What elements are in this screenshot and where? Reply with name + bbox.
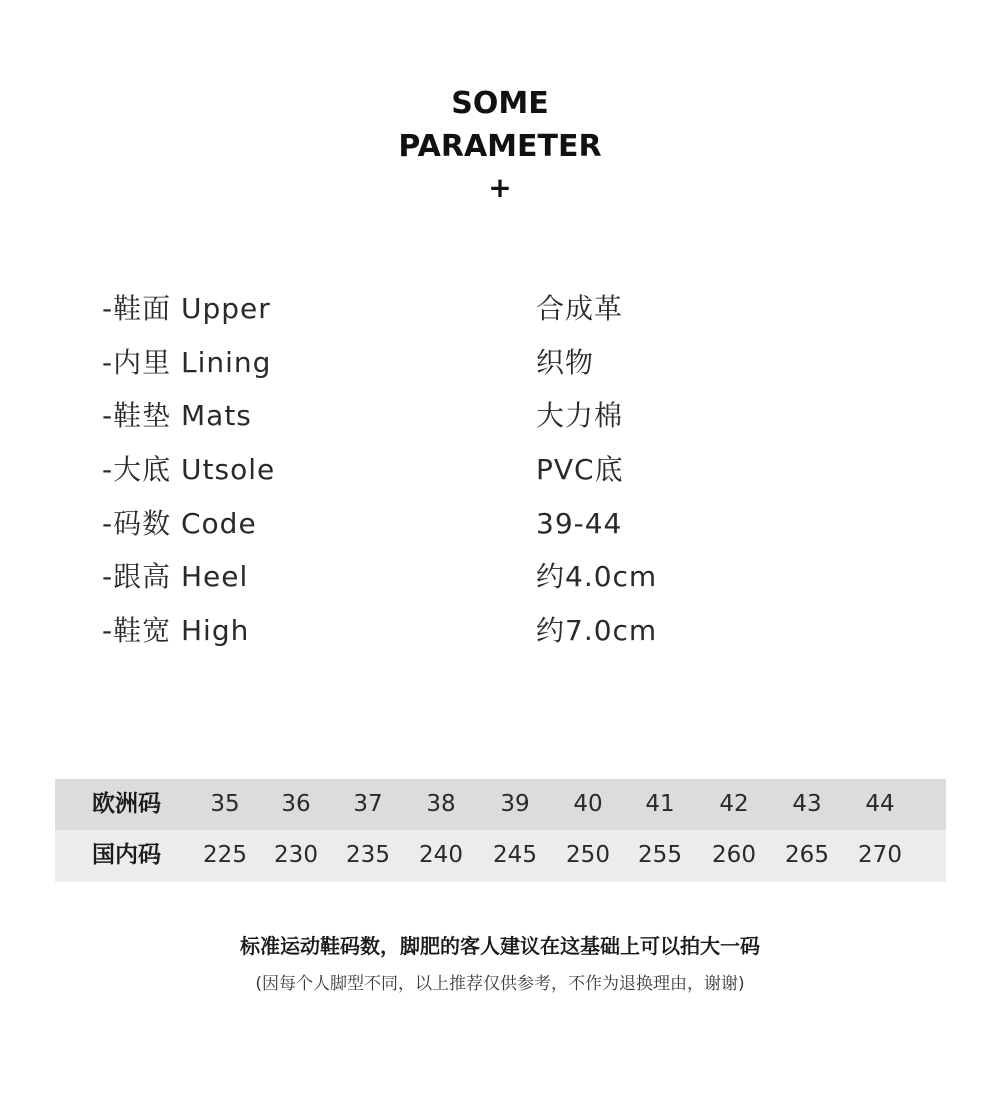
size-cell: 41 <box>645 791 675 817</box>
parameter-list <box>102 285 902 661</box>
param-label: -鞋垫 Mats <box>102 399 252 433</box>
size-cell: 38 <box>426 791 456 817</box>
size-cell: 250 <box>566 842 610 868</box>
param-value: PVC底 <box>536 453 624 487</box>
size-table <box>55 779 946 882</box>
size-cell: 245 <box>493 842 537 868</box>
size-cell: 260 <box>712 842 756 868</box>
param-value: 约4.0cm <box>536 560 658 594</box>
eu-size-label: 欧洲码 <box>92 791 161 817</box>
param-label: -码数 Code <box>102 506 257 540</box>
param-row-heel <box>102 553 902 607</box>
plus-icon: + <box>488 171 512 204</box>
eu-size-row <box>55 779 946 830</box>
size-cell: 35 <box>210 791 240 817</box>
size-cell: 37 <box>353 791 383 817</box>
cn-size-label: 国内码 <box>92 842 161 868</box>
size-cell: 235 <box>346 842 390 868</box>
size-cell: 240 <box>419 842 463 868</box>
param-value: 合成革 <box>536 292 624 325</box>
size-cell: 270 <box>858 842 902 868</box>
size-cell: 39 <box>500 791 530 817</box>
size-cell: 225 <box>203 842 247 868</box>
size-cell: 230 <box>274 842 318 868</box>
param-value: 织物 <box>536 345 595 379</box>
size-cell: 40 <box>573 791 603 817</box>
size-disclaimer-note: (因每个人脚型不同，以上推荐仅供参考，不作为退换理由，谢谢) <box>255 974 745 994</box>
size-cell: 43 <box>792 791 822 817</box>
size-cell: 36 <box>281 791 311 817</box>
param-row-upper <box>102 285 902 339</box>
param-label: -鞋面 Upper <box>102 292 271 325</box>
section-heading <box>0 82 1000 208</box>
param-row-width <box>102 607 902 661</box>
param-label: -跟高 Heel <box>102 560 249 594</box>
param-value: 39-44 <box>536 506 623 540</box>
param-row-code <box>102 500 902 554</box>
size-cell: 255 <box>638 842 682 868</box>
param-label: -鞋宽 High <box>102 614 250 648</box>
heading-line-1: SOME <box>451 86 549 121</box>
size-advice-note: 标准运动鞋码数，脚肥的客人建议在这基础上可以拍大一码 <box>240 934 760 958</box>
param-value: 约7.0cm <box>536 614 658 648</box>
size-cell: 265 <box>785 842 829 868</box>
size-cell: 42 <box>719 791 749 817</box>
param-row-mats <box>102 392 902 446</box>
param-row-outsole <box>102 446 902 500</box>
param-row-lining <box>102 339 902 393</box>
param-label: -大底 Utsole <box>102 453 276 487</box>
cn-size-row <box>55 830 946 882</box>
size-cell: 44 <box>865 791 895 817</box>
heading-line-2: PARAMETER <box>398 129 602 164</box>
param-label: -内里 Lining <box>102 345 272 379</box>
param-value: 大力棉 <box>536 399 624 433</box>
